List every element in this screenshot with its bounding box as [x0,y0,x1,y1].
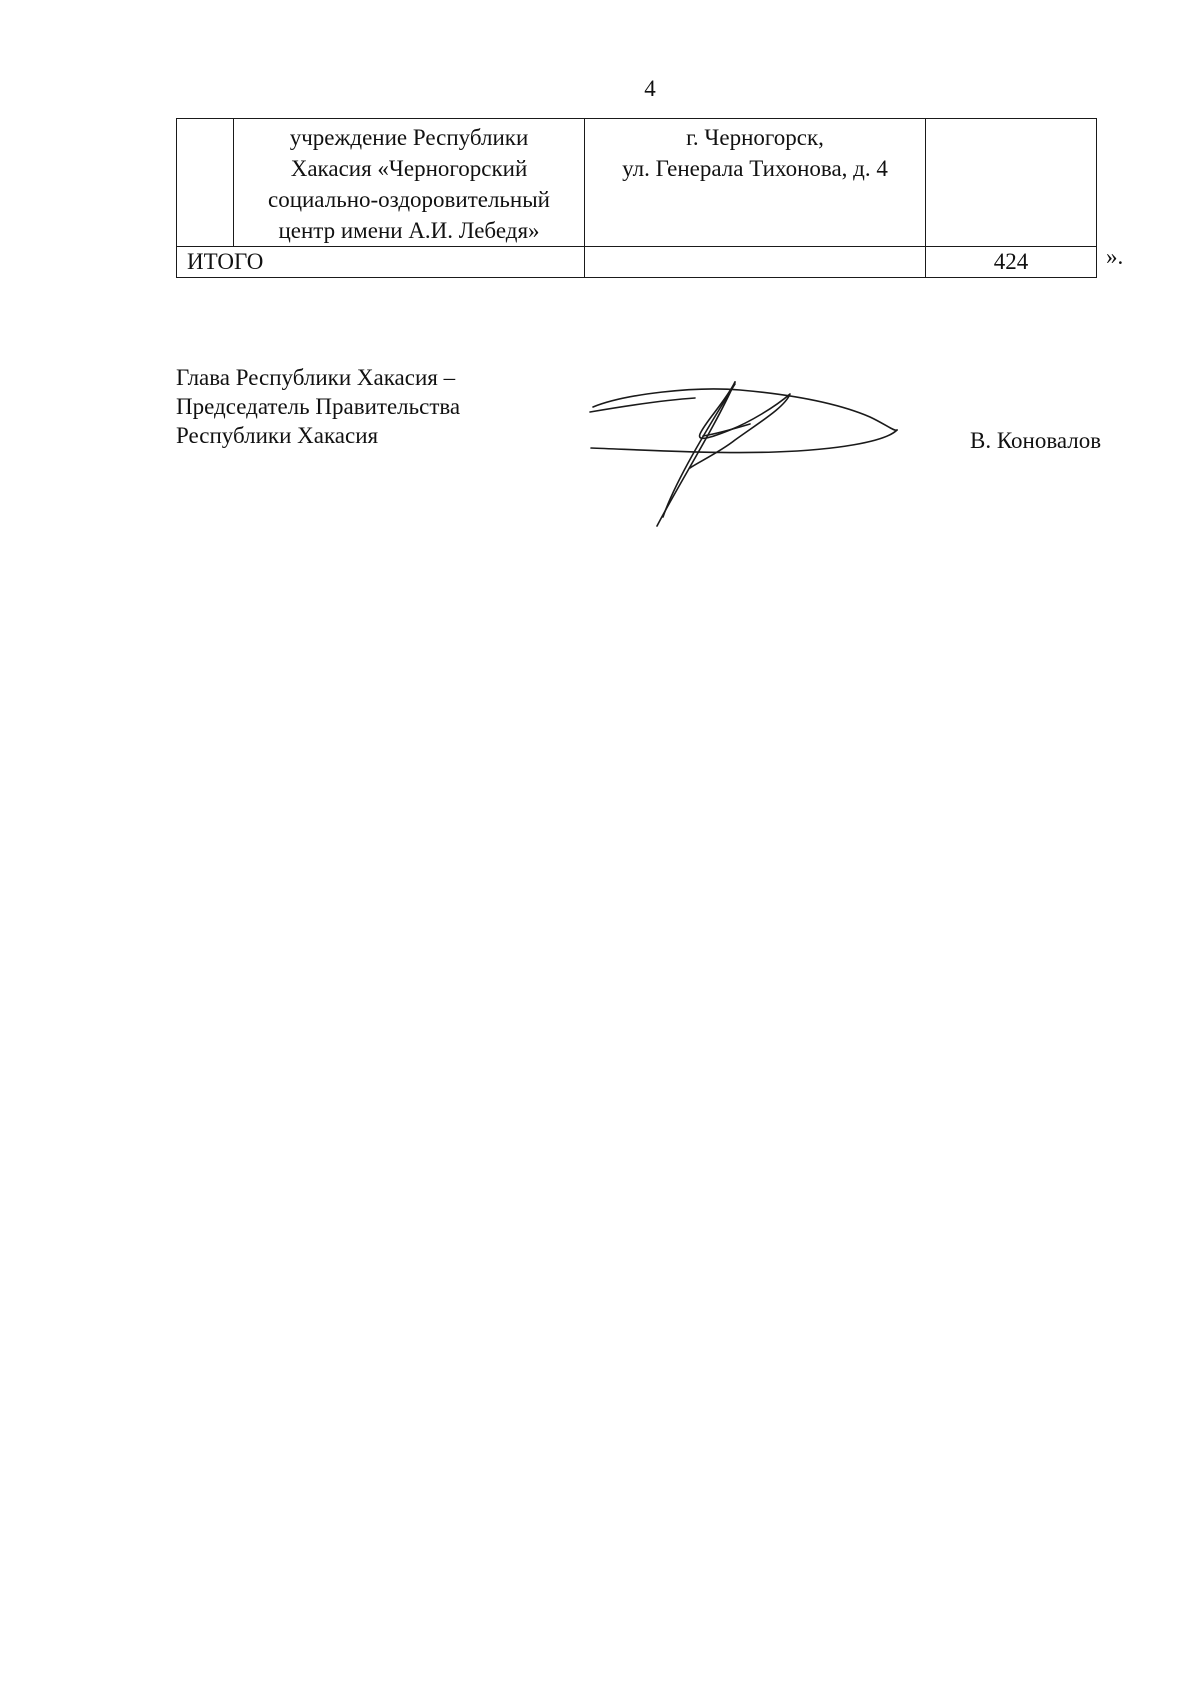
cell-number [177,119,234,247]
total-label: ИТОГО [177,247,585,278]
address-line: г. Черногорск, [686,125,824,150]
institutions-table [176,118,1097,278]
institution-name-line: центр имени А.И. Лебедя» [278,218,540,243]
total-address [585,247,926,278]
signer-title-line: Республики Хакасия [176,423,379,448]
closing-quote: ». [1106,244,1124,269]
signer-title-line: Председатель Правительства [176,394,461,419]
table-row-total [177,247,1097,278]
cell-institution-name [234,119,585,247]
cell-address [585,119,926,247]
signer-title [176,363,460,450]
cell-count [926,119,1097,247]
institution-name-line: учреждение Республики [289,125,529,150]
handwritten-signature [585,372,925,532]
institution-name-line: социально-оздоровительный [267,187,550,212]
institution-name-line: Хакасия «Черногорский [290,156,528,181]
total-value: 424 [926,247,1097,278]
page-number: 4 [644,76,656,101]
address-line: ул. Генерала Тихонова, д. 4 [622,156,888,181]
signer-title-line: Глава Республики Хакасия – [176,365,456,390]
signer-name: В. Коновалов [970,428,1102,453]
table-row [177,119,1097,247]
